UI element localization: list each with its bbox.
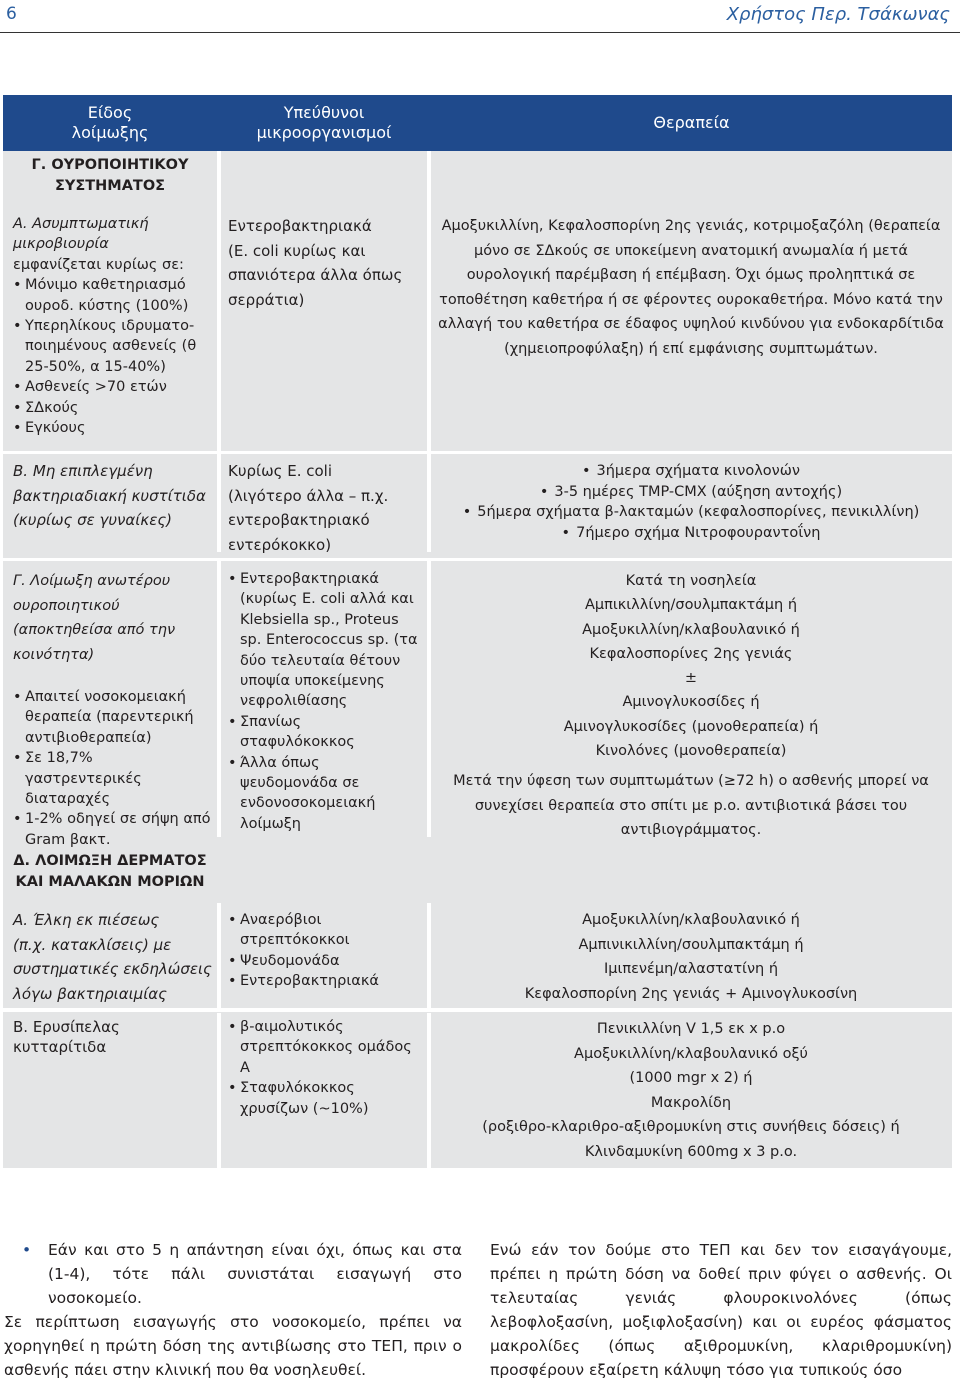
row-title-line: (π.χ. κατακλίσεις) με — [13, 935, 172, 954]
bullet-marker: • — [22, 1241, 32, 1259]
section-heading-skin — [3, 851, 217, 893]
body-text-left — [4, 1238, 462, 1382]
row-title-line: Α. Ασυμπτωματική — [13, 216, 149, 232]
row-title-line: μικροβιουρία — [13, 236, 109, 253]
text-line: Κλινδαμυκίνη 600mg x 3 p.o. — [584, 1143, 798, 1160]
row-d-a-infection — [13, 908, 213, 1006]
text-line: Αμοξυκιλλίνη/κλαβουλανικό ή — [582, 912, 800, 928]
list-item: • Σταφυλόκοκκος χρυσίζων (~10%) — [228, 1078, 420, 1119]
col-divider — [217, 561, 221, 837]
text-line: Κατά τη νοσηλεία — [625, 573, 757, 589]
text-line: Κινολόνες (μονοθεραπεία) — [595, 743, 787, 760]
row-c-microorganisms — [228, 569, 418, 834]
body-text-right: Ενώ εάν τον δούμε στο ΤΕΠ και δεν τον εισαγάγουμε, πρέπει η πρώτη δόση να δοθεί πριν φύγει ο ασθενής. Οι τελευταίας γενιάς φλουροκινολόνες (όπως λεβοφλοξασίνη, μοξιφλοξασίνη) και οι ευρέος φάσματος μακρολίδες (όπως αξιθρομυκίνη, κλαριθρομυκίνη) προσφέρουν εξαίρετη κάλυψη τόσο για τυπικούς όσο — [490, 1241, 952, 1379]
row-d-b-therapy — [437, 1017, 945, 1164]
row-title-line: (αποκτηθείσα από την — [13, 622, 176, 638]
bulleted-paragraph — [4, 1238, 462, 1310]
header-infection-type: Είδος λοίμωξης — [71, 103, 149, 142]
col-divider — [217, 453, 221, 552]
col-divider — [427, 453, 431, 552]
text-line: (1000 mgr x 2) ή — [629, 1070, 753, 1086]
text-line: Κεφαλοσπορίνη 2ης γενιάς + Αμινογλυκοσίνη — [524, 985, 858, 1002]
section-heading-line: ΚΑΙ ΜΑΛΑΚΩΝ ΜΟΡΙΩΝ — [15, 874, 205, 890]
section-heading-urinary — [3, 155, 217, 197]
list-item: • ΣΔκούς — [13, 398, 213, 418]
row-a-infection — [13, 214, 213, 438]
list-item: • Εντεροβακτηριακά (κυρίως E. coli αλλά και Klebsiella sp., Proteus sp. Enterococcus sp. (τα δύο τελευταία θέτουν υποψία υποκείμενης νεφρολιθίασης — [228, 569, 418, 712]
list-item: • 1-2% οδηγεί σε σήψη από Gram βακτ. — [13, 809, 213, 850]
text-line: σπανιότερα άλλα όπως — [228, 266, 403, 284]
text-line: εντερόκοκκο) — [228, 535, 332, 554]
complication-list — [13, 687, 213, 850]
row-title-line: κοινότητα) — [13, 646, 95, 663]
row-d-b-microorganisms — [228, 1017, 420, 1119]
col-divider — [427, 903, 431, 1008]
col-divider — [427, 151, 431, 451]
row-a-microorganisms — [228, 214, 423, 312]
infection-table — [3, 95, 952, 1168]
text-line: Κεφαλοσπορίνες 2ης γενιάς — [589, 645, 793, 662]
row-title-line: ουροποιητικού — [13, 597, 120, 614]
text-line: Αμινογλυκοσίδες ή — [622, 694, 760, 711]
list-item: • 3ήμερα σχήματα κινολονών — [437, 461, 945, 482]
row-b-microorganisms — [228, 459, 423, 557]
list-item: • Εντεροβακτηριακά — [228, 971, 418, 991]
text-line: Αμοξυκιλλίνη/κλαβουλανικό ή — [582, 621, 800, 638]
text-line: Μακρολίδη — [650, 1094, 732, 1111]
list-item: • Ψευδομονάδα — [228, 951, 418, 971]
row-divider — [3, 1008, 952, 1012]
text-line: εντεροβακτηριακό — [228, 511, 370, 529]
row-title-line: βακτηριαδιακή κυστίτιδα — [13, 486, 206, 505]
header-rule — [0, 32, 960, 33]
list-item: • Σπανίως σταφυλόκοκκος — [228, 712, 418, 753]
section-heading-line: ΣΥΣΤΗΜΑΤΟΣ — [54, 178, 166, 194]
col-divider — [427, 1013, 431, 1168]
text-line: Αμπινικιλλίνη/σουλμπακτάμη ή — [578, 936, 804, 953]
row-title-line: Β. Μη επιπλεγμένη — [13, 462, 153, 480]
risk-group-list — [13, 275, 213, 438]
table-header — [3, 95, 952, 151]
list-item: • 5ήμερα σχήματα β-λακταμών (κεφαλοσπορίνες, πενικιλλίνη) — [437, 502, 945, 523]
col-divider — [217, 151, 221, 451]
paragraph: Σε περίπτωση εισαγωγής στο νοσοκομείο, πρέπει να χορηγηθεί η πρώτη δόση της αντιβίωσης στο ΤΕΠ, πριν ο ασθενής πάει στην κλινική που θα νοσηλευθεί. — [4, 1313, 462, 1379]
text-line: ± — [684, 670, 698, 687]
row-divider — [3, 451, 952, 454]
row-lead-text: εμφανίζεται κυρίως σε: — [13, 256, 184, 273]
row-b-infection — [13, 459, 213, 533]
col-divider — [217, 903, 221, 1008]
list-item: • 3-5 ημέρες TMP-CMX (αύξηση αντοχής) — [437, 482, 945, 503]
paragraph-text: Εάν και στο 5 η απάντηση είναι όχι, όπως και στα (1-4), τότε πάλι συνιστάται εισαγωγή στο νοσοκομείο. — [48, 1241, 462, 1307]
text-line: Αμοξυκιλλίνη/κλαβουλανικό οξύ — [574, 1045, 808, 1062]
section-heading-line: Γ. ΟΥΡΟΠΟΙΗΤΙΚΟΥ — [31, 157, 189, 173]
row-divider — [3, 558, 952, 561]
page-number: 6 — [6, 4, 17, 24]
row-d-a-microorganisms — [228, 910, 418, 992]
text-line: (λιγότερο άλλα – π.χ. — [228, 486, 389, 505]
text-line: Ιμιπενέμη/αλαστατίνη ή — [603, 961, 779, 977]
list-item: • Άλλα όπως ψευδομονάδα σε ενδονοσοκομειακή λοίμωξη — [228, 753, 418, 835]
list-item: • Υπερηλίκους ιδρυματο-ποιημένους ασθενείς (θ 25-50%, α 15-40%) — [13, 316, 213, 377]
row-c-therapy — [437, 569, 945, 842]
header-microorganisms: Υπεύθυνοι μικροοργανισμοί — [256, 103, 392, 142]
row-title-line: συστηματικές εκδηλώσεις — [13, 960, 212, 978]
list-item: • Αναερόβιοι στρεπτόκοκκοι — [228, 910, 418, 951]
text-line: (E. coli κυρίως και — [228, 241, 366, 260]
row-title-line: λόγω βακτηριαιμίας — [13, 984, 167, 1003]
list-item: • Ασθενείς >70 ετών — [13, 377, 213, 397]
section-heading-line: Δ. ΛΟΙΜΩΞΗ ΔΕΡΜΑΤΟΣ — [13, 853, 207, 869]
text-line: (ροξιθρο-κλαριθρο-αξιθρομυκίνη στις συνήθεις δόσεις) ή — [482, 1119, 900, 1135]
list-item: • Σε 18,7% γαστρεντερικές διαταραχές — [13, 748, 213, 809]
text-line: σερράτια) — [228, 290, 305, 309]
text-line: Κυρίως E. coli — [228, 462, 333, 480]
list-item: • β-αιμολυτικός στρεπτόκοκκος ομάδος Α — [228, 1017, 420, 1078]
list-item: • Εγκύους — [13, 418, 213, 438]
text-line: Αμινογλυκοσίδες (μονοθεραπεία) ή — [563, 718, 819, 735]
text-line: Εντεροβακτηριακά — [228, 217, 372, 235]
col-divider — [427, 561, 431, 837]
row-c-infection — [13, 569, 213, 850]
list-item: • Μόνιμο καθετηριασμό ουροδ. κύστης (100%) — [13, 275, 213, 316]
col-divider — [217, 1013, 221, 1168]
row-d-b-infection: Β. Ερυσίπελας κυτταρίτιδα — [13, 1018, 120, 1057]
row-title-line: (κυρίως σε γυναίκες) — [13, 511, 172, 529]
therapy-note: Μετά την ύφεση των συμπτωμάτων (≥72 h) ο ασθενής μπορεί να συνεχίσει θεραπεία στο σπίτι με p.o. αντιβιοτικά βάσει του αντιβιογράμματος. — [453, 773, 929, 838]
text-line: Αμπικιλλίνη/σουλμπακτάμη ή — [584, 597, 798, 614]
row-title-line: Γ. Λοίμωξη ανωτέρου — [13, 573, 171, 589]
text-line: Πενικιλλίνη V 1,5 εκ x p.o — [596, 1021, 786, 1037]
row-a-therapy: Αμοξυκιλλίνη, Κεφαλοσπορίνη 2ης γενιάς, κοτριμοξαζόλη (θεραπεία μόνο σε ΣΔκούς σε υποκείμενη ανατομική ανωμαλία ή μετά ουρολογική παρέμβαση ή επέμβαση. Όχι όμως προληπτικά σε τοποθέτηση καθετήρα ή σε φέροντες ουροκαθετήρα. Μόνο κατά την αλλαγή του καθετήρα σε έδαφος υψηλού κινδύνου για ενδοκαρδίτιδα (χημειοπροφύλαξη) ή επί εμφάνισης συμπτωμάτων. — [438, 218, 944, 357]
list-item: • 7ήμερο σχήμα Νιτροφουραντοΐνη — [437, 523, 945, 544]
header-therapy: Θεραπεία — [653, 113, 730, 132]
row-d-a-therapy — [437, 908, 945, 1006]
row-title-line: Α. Έλκη εκ πιέσεως — [13, 911, 160, 929]
running-header-author: Χρήστος Περ. Τσάκωνας — [726, 4, 950, 25]
row-b-therapy — [437, 461, 945, 543]
list-item: • Απαιτεί νοσοκομειακή θεραπεία (παρεντερική αντιβιοθεραπεία) — [13, 687, 213, 748]
